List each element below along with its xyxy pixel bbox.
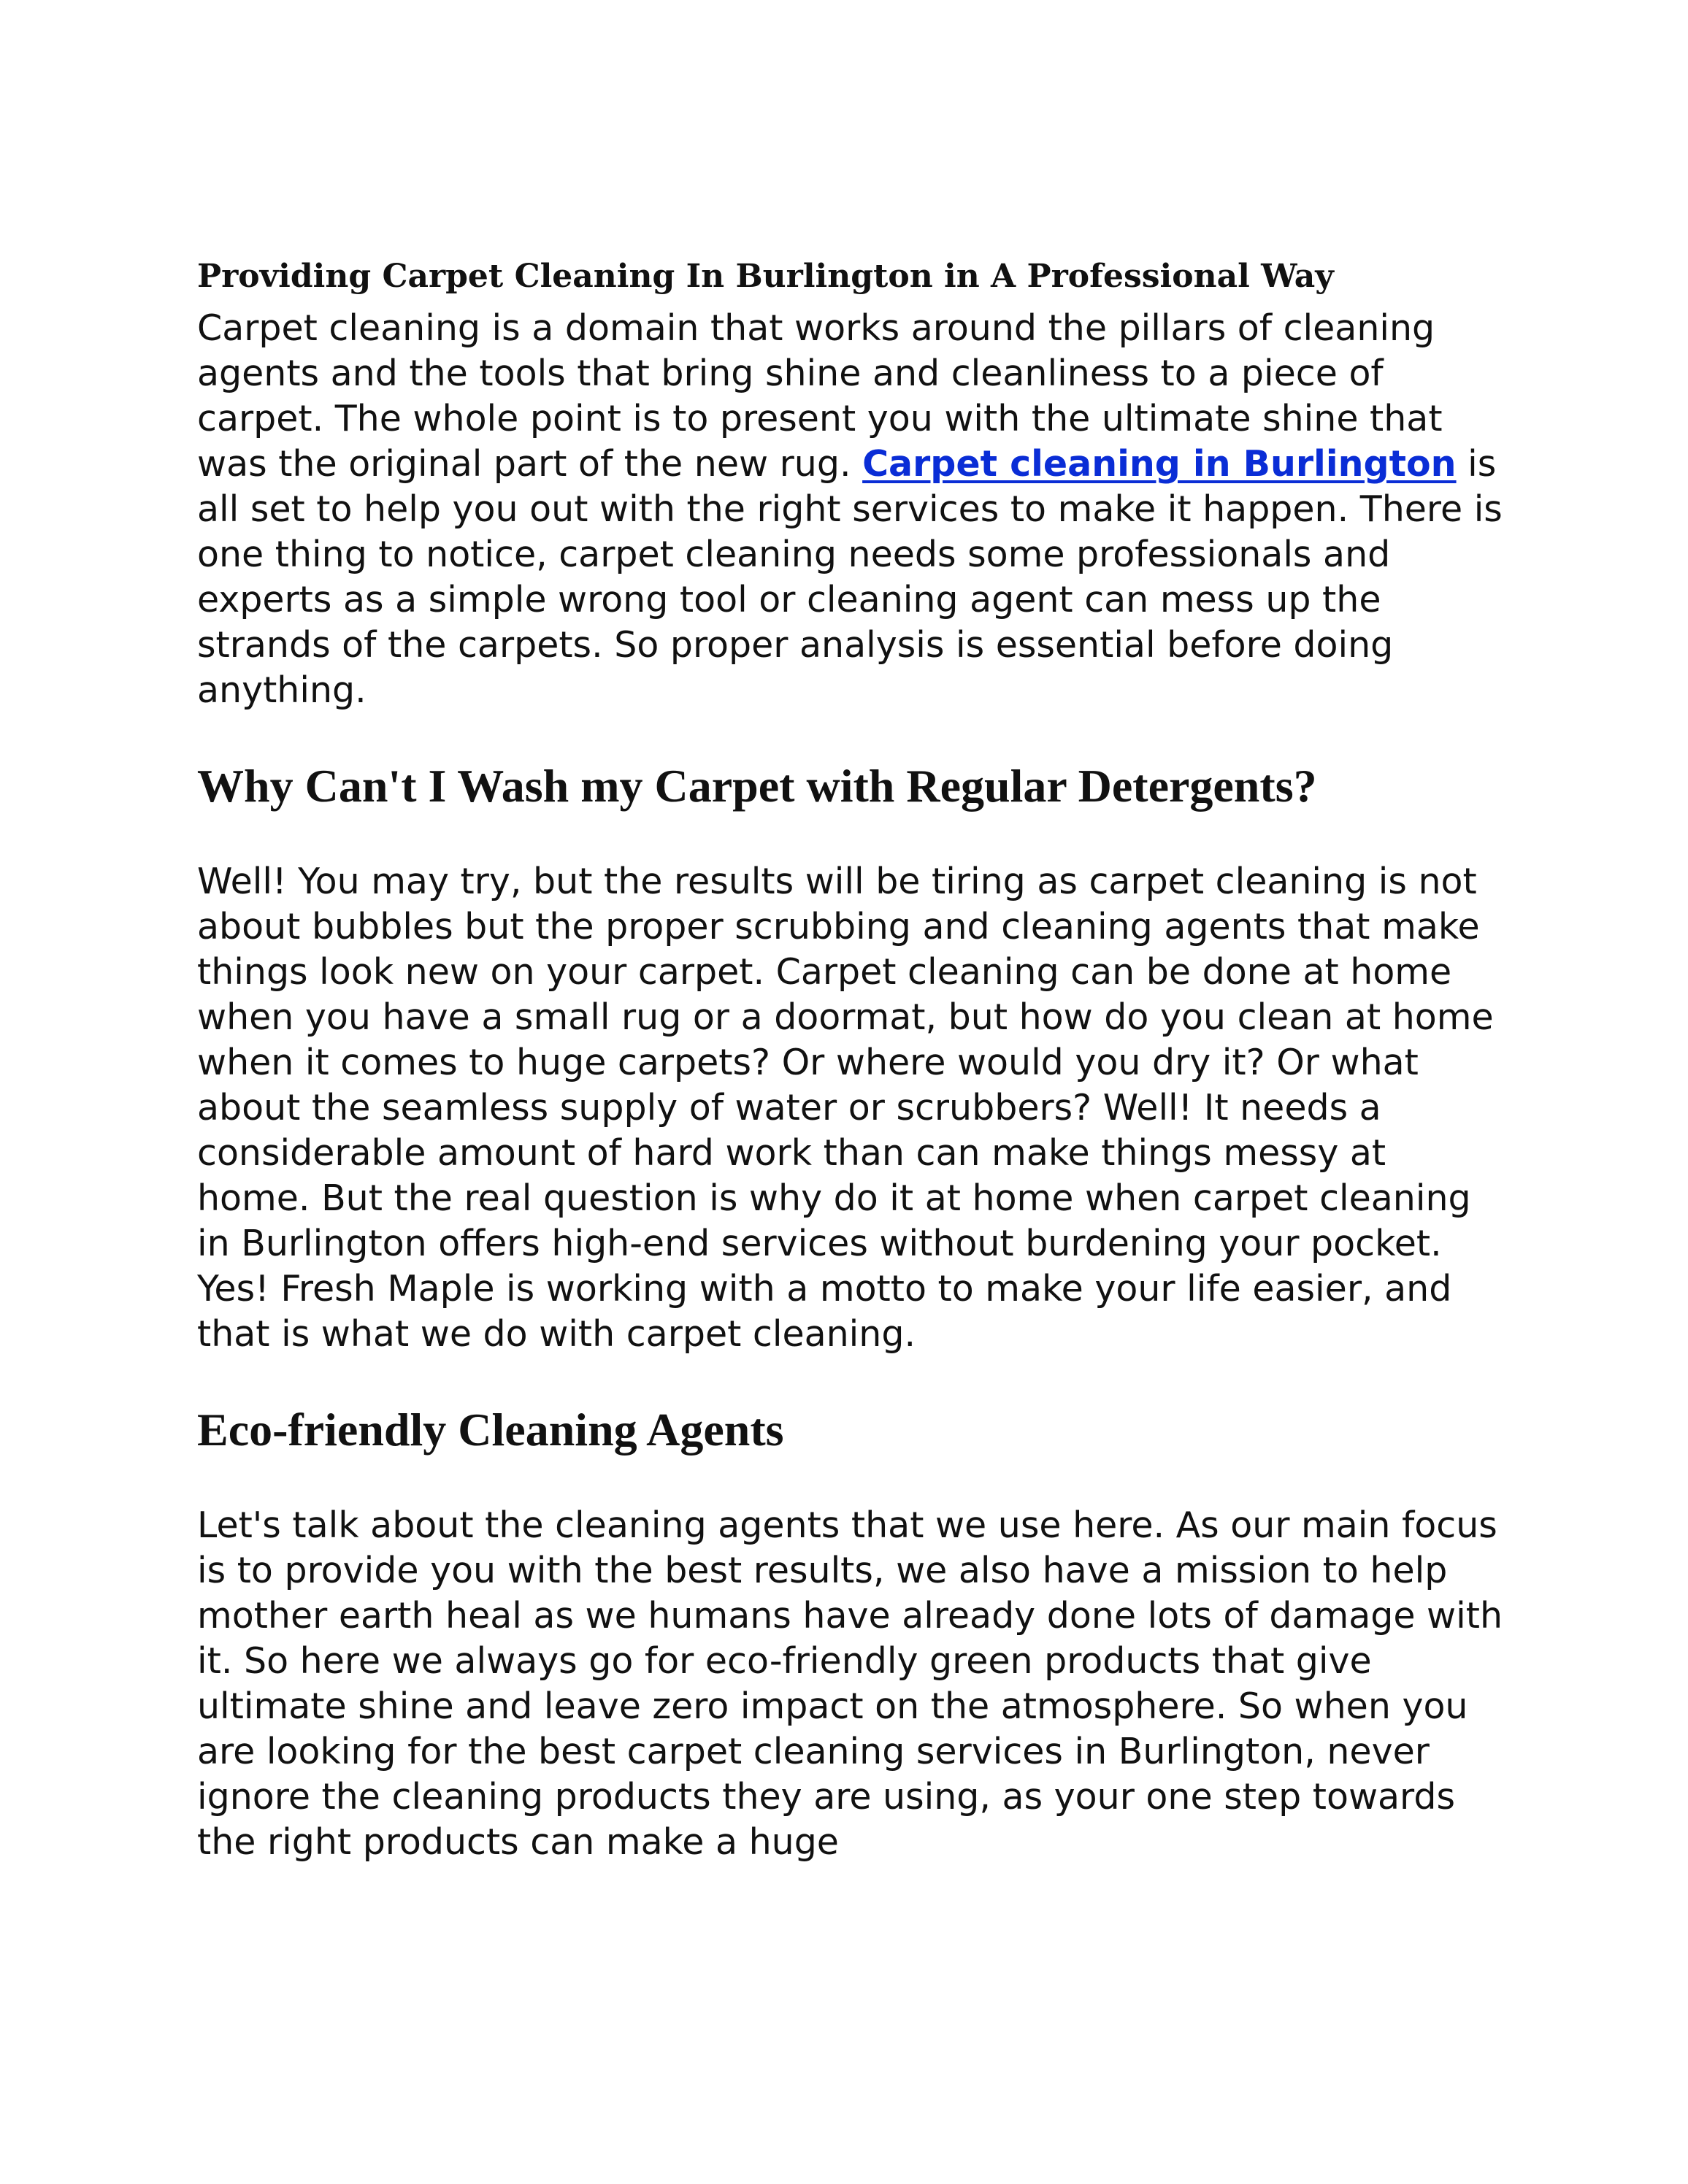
intro-paragraph [197, 306, 1504, 713]
section-body-detergents: Well! You may try, but the results will be tiring as carpet cleaning is not about bubbles but the proper scrubbing and cleaning agents that make things look new on your carpet. Carpet cleaning can be done at home when you have a small rug or a doormat, but how do you clean at home when it comes to huge carpets? Or where would you dry it? Or what about the seamless supply of water or scrubbers? Well! It needs a considerable amount of hard work than can make things messy at home. But the real question is why do it at home when carpet cleaning in Burlington offers high-end services without burdening your pocket. Yes! Fresh Maple is working with a motto to make your life easier, and that is what we do with carpet cleaning. [197, 861, 1494, 1356]
document-title: Providing Carpet Cleaning In Burlington in A Professional Way [197, 258, 1334, 295]
section-heading-detergents: Why Can't I Wash my Carpet with Regular Detergents? [197, 760, 1317, 812]
intro-text-after-link: is all set to help you out with the right services to make it happen. There is one thing to notice, carpet cleaning needs some professionals and experts as a simple wrong tool or cleaning agent can mess up the strands of the carpets. So proper analysis is essential before doing anything. [197, 443, 1503, 712]
section-heading-eco-friendly: Eco-friendly Cleaning Agents [197, 1404, 784, 1456]
section-body-eco-friendly: Let's talk about the cleaning agents that we use here. As our main focus is to provide you with the best results, we also have a mission to help mother earth heal as we humans have already done lots of damage with it. So here we always go for eco-friendly green products that give ultimate shine and leave zero impact on the atmosphere. So when you are looking for the best carpet cleaning services in Burlington, never ignore the cleaning products they are using, as your one step towards the right products can make a huge [197, 1504, 1503, 1864]
document-page [197, 255, 1504, 1865]
intro-text-before-link: Carpet cleaning is a domain that works around the pillars of cleaning agents and the tools that bring shine and cleanliness to a piece of carpet. The whole point is to present you with the ultimate shine that was the original part of the new rug. [197, 307, 1443, 485]
carpet-cleaning-burlington-link[interactable]: Carpet cleaning in Burlington [862, 443, 1457, 485]
